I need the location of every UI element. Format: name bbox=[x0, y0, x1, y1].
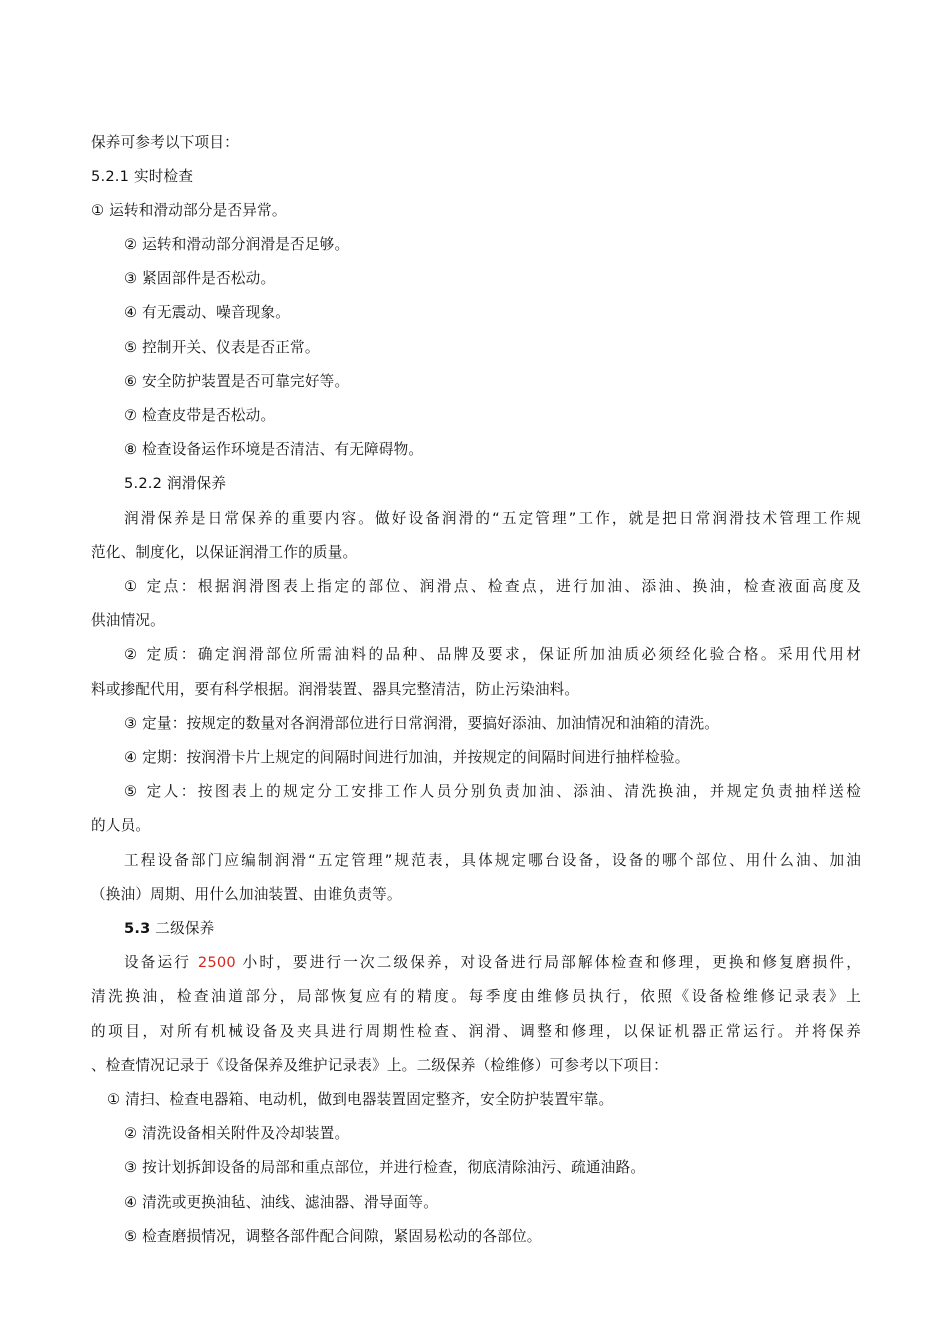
list-item: ① 定点：根据润滑图表上指定的部位、润滑点、检查点，进行加油、添油、换油，检查液面高度及 bbox=[124, 578, 861, 595]
paragraph-line bbox=[124, 952, 861, 974]
list-item: ② 定质：确定润滑部位所需油料的品种、品牌及要求，保证所加油质必须经化验合格。采用代用材 bbox=[124, 646, 861, 663]
list-item: ④ 有无震动、噪音现象。 bbox=[124, 304, 291, 321]
list-item: ② 运转和滑动部分润滑是否足够。 bbox=[124, 236, 350, 253]
list-item: ③ 定量：按规定的数量对各润滑部位进行日常润滑，要搞好添油、加油情况和油箱的清洗。 bbox=[124, 715, 720, 732]
paragraph-line: 范化、制度化，以保证润滑工作的质量。 bbox=[91, 544, 358, 561]
list-item: ③ 紧固部件是否松动。 bbox=[124, 270, 276, 287]
list-item: ⑤ 控制开关、仪表是否正常。 bbox=[124, 339, 320, 356]
hours-value: 2500 bbox=[197, 954, 236, 971]
section-heading-5-3 bbox=[124, 918, 861, 940]
list-item: ④ 清洗或更换油毡、油线、滤油器、滑导面等。 bbox=[124, 1194, 438, 1211]
list-item-continuation: 的人员。 bbox=[91, 817, 151, 834]
paragraph-line: 的项目，对所有机械设备及夹具进行周期性检查、润滑、调整和修理，以保证机器正常运行。并将保养 bbox=[91, 1023, 861, 1040]
list-item: ④ 定期：按润滑卡片上规定的间隔时间进行加油，并按规定的间隔时间进行抽样检验。 bbox=[124, 749, 690, 766]
list-item: ⑦ 检查皮带是否松动。 bbox=[124, 407, 276, 424]
paragraph-line: 润滑保养是日常保养的重要内容。做好设备润滑的“五定管理”工作，就是把日常润滑技术管理工作规 bbox=[124, 510, 861, 527]
intro-text: 保养可参考以下项目： bbox=[91, 134, 239, 151]
list-item: ⑤ 定人：按图表上的规定分工安排工作人员分别负责加油、添油、清洗换油，并规定负责抽样送检 bbox=[124, 783, 861, 800]
section-heading-5-2-1: 5.2.1 实时检查 bbox=[91, 168, 194, 185]
section-title: 二级保养 bbox=[150, 920, 215, 937]
list-item: ② 清洗设备相关附件及冷却装置。 bbox=[124, 1125, 350, 1142]
paragraph-line: 清洗换油，检查油道部分，局部恢复应有的精度。每季度由维修员执行，依照《设备检维修记录表》上 bbox=[91, 988, 861, 1005]
section-number: 5.3 bbox=[124, 920, 151, 937]
text-span: 设备运行 bbox=[124, 954, 198, 971]
list-item-continuation: 料或掺配代用，要有科学根据。润滑装置、器具完整清洁，防止污染油料。 bbox=[91, 681, 580, 698]
list-item-continuation: 供油情况。 bbox=[91, 612, 165, 629]
paragraph-line: 工程设备部门应编制润滑“五定管理”规范表，具体规定哪台设备，设备的哪个部位、用什么油、加油 bbox=[124, 852, 861, 869]
paragraph-line: 、检查情况记录于《设备保养及维护记录表》上。二级保养（检维修）可参考以下项目： bbox=[91, 1057, 668, 1074]
list-item: ③ 按计划拆卸设备的局部和重点部位，并进行检查，彻底清除油污、疏通油路。 bbox=[124, 1159, 646, 1176]
paragraph-line: （换油）周期、用什么加油装置、由谁负责等。 bbox=[91, 886, 402, 903]
list-item: ① 运转和滑动部分是否异常。 bbox=[91, 202, 287, 219]
text-span: 小时，要进行一次二级保养，对设备进行局部解体检查和修理，更换和修复磨损件， bbox=[235, 954, 861, 971]
list-item: ⑧ 检查设备运作环境是否清洁、有无障碍物。 bbox=[124, 441, 424, 458]
section-heading-5-2-2: 5.2.2 润滑保养 bbox=[124, 475, 227, 492]
list-item: ⑤ 检查磨损情况，调整各部件配合间隙，紧固易松动的各部位。 bbox=[124, 1228, 542, 1245]
list-item: ① 清扫、检查电器箱、电动机，做到电器装置固定整齐，安全防护装置牢靠。 bbox=[107, 1091, 614, 1108]
list-item: ⑥ 安全防护装置是否可靠完好等。 bbox=[124, 373, 350, 390]
